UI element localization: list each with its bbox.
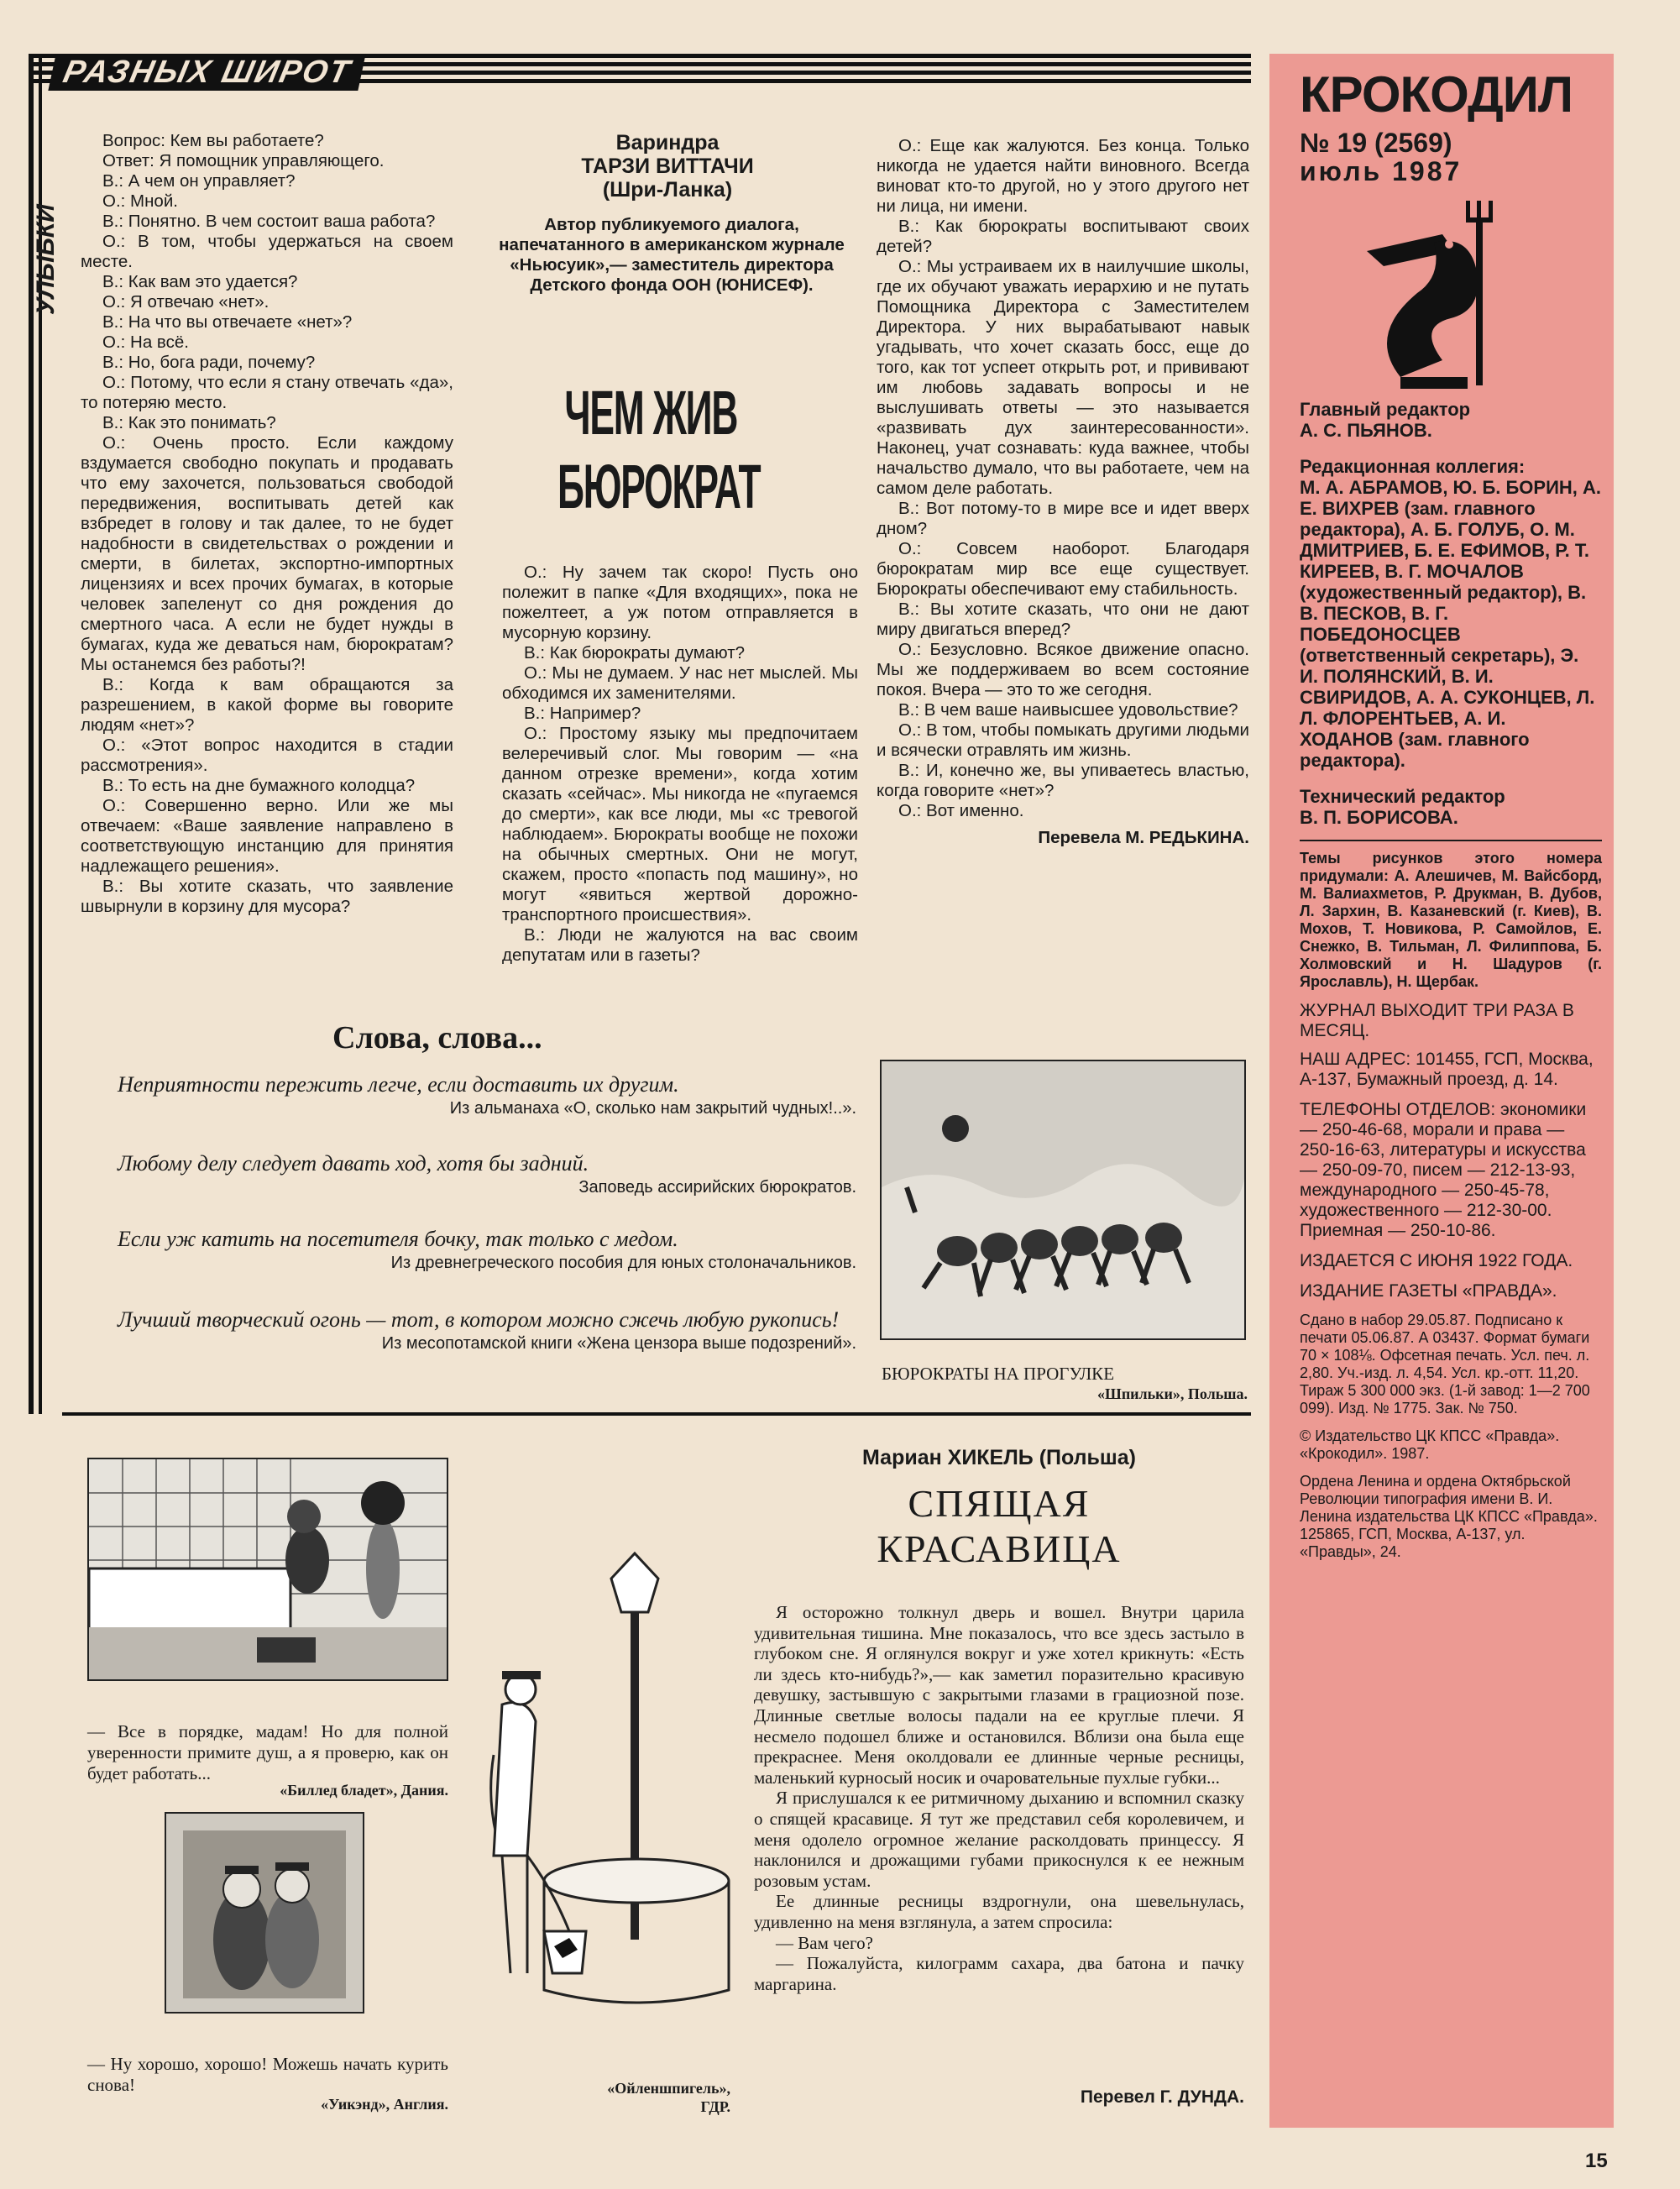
- cartoon-1-caption: — Все в порядке, мадам! Но для полной уверенности примите душ, а я проверю, как он будет работать...: [87, 1721, 448, 1783]
- story-title: [756, 1481, 1243, 1572]
- quote-text: Любому делу следует давать ход, хотя бы задний.: [118, 1151, 589, 1176]
- cartoon-3-source-line-2: ГДР.: [700, 2098, 730, 2115]
- founded-note: ИЗДАЕТСЯ С ИЮНЯ 1922 ГОДА.: [1300, 1251, 1573, 1270]
- story-translator: Перевел Г. ДУНДА.: [1080, 2087, 1244, 2107]
- dialogue-line: В.: Как бюрократы думают?: [524, 643, 746, 662]
- dialogue-line: О.: В том, чтобы удержаться на своем месте.: [81, 232, 453, 271]
- quote-source: Из древнегреческого пособия для юных столоначальников.: [390, 1254, 856, 1272]
- quote-source: Из месопотамской книги «Жена цензора выше подозрений».: [381, 1334, 856, 1353]
- cartoon-drawing: [89, 1459, 447, 1679]
- author-first-name: Вариндра: [615, 131, 720, 154]
- dialogue-line: В.: То есть на дне бумажного колодца?: [102, 776, 416, 795]
- copyright-note: © Издательство ЦК КПСС «Правда». «Крокодил». 1987.: [1300, 1427, 1560, 1462]
- editor-name: А. С. ПЬЯНОВ.: [1300, 420, 1432, 441]
- section-divider: [62, 1412, 1251, 1416]
- publisher-note: ИЗДАНИЕ ГАЗЕТЫ «ПРАВДА».: [1300, 1281, 1557, 1301]
- dialogue-line: О.: Мной.: [102, 191, 178, 211]
- editor-label: Главный редактор: [1300, 399, 1471, 420]
- side-label: [3, 101, 60, 319]
- headline-line-1: ЧЕМ ЖИВ: [564, 378, 738, 448]
- section-title: РАЗНЫХ ШИРОТ: [48, 54, 366, 91]
- dialogue-line: О.: Совершенно верно. Или же мы отвечаем: «Ваше заявление направлено в соответствующую инстанцию для принятия надлежащего решения».: [81, 796, 453, 876]
- crocodile-logo: [1350, 201, 1543, 394]
- quote-text: Если уж катить на посетителя бочку, так только с медом.: [118, 1227, 678, 1251]
- dialogue-line: О.: Еще как жалуются. Без конца. Только никогда не удается найти виновного. Всегда виноват кто-то другой, но у этого другого нет ни лица, ни имени.: [877, 136, 1249, 216]
- board-label: Редакционная коллегия:: [1300, 456, 1526, 477]
- quote-text: Неприятности пережить легче, если доставить их другим.: [118, 1072, 679, 1097]
- magazine-name: КРОКОДИЛ: [1300, 66, 1573, 123]
- story-paragraph: — Вам чего?: [776, 1932, 873, 1953]
- phones-block: ТЕЛЕФОНЫ ОТДЕЛОВ: экономики — 250-46-68, морали и права — 250-16-63, литературы и искусства — 250-09-70, писем — 212-13-93, международного — 250-45-78, художественного — 212-30-00. Приемная — 250-10-86.: [1300, 1100, 1587, 1240]
- dialogue-line: О.: Ну зачем так скоро! Пусть оно полежит в папке «Для входящих», пока не пожелтеет, а уж потом отправляется в мусорную корзину.: [502, 563, 858, 642]
- dialogue-line: О.: Вот именно.: [898, 801, 1024, 820]
- story-paragraph: Ее длинные ресницы вздрогнули, она шевельнулась, удивленно на меня взглянула, а затем спросила:: [754, 1891, 1244, 1932]
- cartoon-source: «Шпильки», Польша.: [1097, 1385, 1248, 1402]
- quotes-block: [118, 1073, 856, 1354]
- story-author: Мариан ХИКЕЛЬ (Польша): [862, 1446, 1136, 1469]
- dialogue-line: О.: Безусловно. Всякое движение опасно. Мы же поддерживаем во всем состояние покоя. Вчера — это то же сегодня.: [877, 640, 1249, 699]
- dialogue-line: В.: В чем ваше наивысшее удовольствие?: [898, 700, 1238, 720]
- dialogue-line: О.: «Этот вопрос находится в стадии рассмотрения».: [81, 736, 453, 775]
- cartoon-1-source: «Биллед бладет», Дания.: [280, 1782, 448, 1799]
- board-block: [1300, 456, 1602, 771]
- quote-source: Из альманаха «О, сколько нам закрытий чудных!..».: [449, 1099, 856, 1118]
- tech-editor-name: В. П. БОРИСОВА.: [1300, 807, 1458, 828]
- dialogue-line: О.: Очень просто. Если каждому вздумается свободно покупать и продавать что ему захочется, пользоваться свободой передвижения, воспитывать детей как взбредет в голову и так далее, то не будет надобности в свидетельствах о рождении и смерти, в билетах, экспортно-импортных лицензиях и всех прочих бумагах, в которые человек запеленут со дня рождения до смертного часа. А если не будет нужды в бумагах, куда же деваться нам, бюрократам? Мы останемся без работы?!: [81, 433, 453, 674]
- story-title-line-1: СПЯЩАЯ: [908, 1482, 1091, 1525]
- crocodile-icon: [1350, 201, 1543, 394]
- dialogue-line: В.: Понятно. В чем состоит ваша работа?: [102, 212, 436, 231]
- cartoon-3-source: [554, 2079, 730, 2116]
- issue-number: № 19 (2569): [1300, 128, 1452, 158]
- frequency-note: ЖУРНАЛ ВЫХОДИТ ТРИ РАЗА В МЕСЯЦ.: [1300, 1001, 1574, 1040]
- cartoon-drawing: [882, 1061, 1244, 1338]
- story-paragraph: Я прислушался к ее ритмичному дыханию и вспомнил сказку о спящей красавице. Я тут же представил себя королевичем, и меня одолело огромное желание расколдовать принцессу. Я наклонился и дрожащими губами прикоснулся к ее нежным розовым устам.: [754, 1788, 1244, 1891]
- dialogue-line: В.: Как это понимать?: [102, 413, 276, 432]
- dialogue-line: В.: Как бюрократы воспитывают своих детей?: [877, 217, 1249, 256]
- dialogue-line: В.: Как вам это удается?: [102, 272, 298, 291]
- story-title-line-2: КРАСАВИЦА: [877, 1527, 1122, 1570]
- themes-credits: Темы рисунков этого номера придумали: А. Алешичев, М. Вайсборд, М. Валиахметов, Р. Друкман, В. Дубов, Л. Зархин, В. Казаневский (г. Киев), В. Мохов, Т. Новикова, Р. Самойлов, Е. Снежко, В. Тильман, Л. Филиппова, Б. Холмовский и Н. Шадуров (г. Ярославль), Н. Щербак.: [1300, 850, 1602, 990]
- dialogue-line: В.: Но, бога ради, почему?: [102, 353, 316, 372]
- translator-credit: Перевела М. РЕДЬКИНА.: [1038, 828, 1249, 847]
- author-block: [470, 131, 865, 202]
- board-members: М. А. АБРАМОВ, Ю. Б. БОРИН, А. Е. ВИХРЕВ (зам. главного редактора), А. Б. ГОЛУБ, О. М. ДМИТРИЕВ, Б. Е. ЕФИМОВ, Р. Т. КИРЕЕВ, В. Г. МОЧАЛОВ (художественный редактор), В. В. ПЕСКОВ, В. Г. ПОБЕДОНОСЦЕВ (ответственный секретарь), Э. И. ПОЛЯНСКИЙ, В. И. СВИРИДОВ, А. А. СУКОНЦЕВ, Л. Л. ФЛОРЕНТЬЕВ, А. И. ХОДАНОВ (зам. главного редактора).: [1300, 477, 1602, 771]
- story-body: [754, 1602, 1244, 1994]
- dialogue-line: О.: В том, чтобы помыкать другими людьми и всячески отравлять им жизнь.: [877, 720, 1249, 760]
- tech-editor-label: Технический редактор: [1300, 786, 1505, 807]
- dialogue-line: В.: Вот потому-то в мире все и идет вверх дном?: [877, 499, 1249, 538]
- editor-block: [1300, 399, 1602, 441]
- side-label-text: УЛЫБКИ: [32, 204, 60, 315]
- quote-text: Лучший творческий огонь — тот, в котором можно сжечь любую рукопись!: [118, 1307, 840, 1332]
- cartoon-street-lamp: [477, 1537, 741, 2015]
- issue-date: июль 1987: [1300, 156, 1463, 186]
- dialogue-line: О.: Мы устраиваем их в наилучшие школы, где их обучают уважать иерархию и не путать Помощника Директора с Заместителем Директора. У них вырабатывают навык угадывать, что хочет сказать босс, еще до того, как тот успеет открыть рот, и прививают им любовь задавать вопросы и не выслушивать ответы — это называется «развивать дух заинтересованности». Наконец, учат сознавать: куда важнее, чтобы начальство думало, что вы работаете, чем на самом деле работать.: [877, 257, 1249, 498]
- dialogue-line: В.: Люди не жалуются на вас своим депутатам или в газеты?: [502, 925, 858, 965]
- story-paragraph: — Пожалуйста, килограмм сахара, два батона и пачку маргарина.: [754, 1953, 1244, 1994]
- dialogue-line: О.: Совсем наоборот. Благодаря бюрократам мир все еще существует. Бюрократы обеспечивают ему стабильность.: [877, 539, 1249, 599]
- tech-editor-block: [1300, 786, 1602, 828]
- dialogue-column-3: [877, 136, 1249, 848]
- dialogue-line: О.: На всё.: [102, 333, 189, 352]
- dialogue-line: О.: Простому языку мы предпочитаем велеречивый слог. Мы говорим — «на данном отрезке времени», когда хотим сказать «сейчас». Мы никогда не «пугаемся до смерти», как все люди, мы «с тревогой наблюдаем». Бюрократы вообще не похожи на обычных смертных. Они не могут, скажем, просто «попасть под машину», но могут «явиться жертвой дорожно-транспортного происшествия».: [502, 724, 858, 924]
- dialogue-line: В.: На что вы отвечаете «нет»?: [102, 312, 353, 332]
- cartoon-3-source-line-1: «Ойленшпигель»,: [607, 2080, 730, 2097]
- quote-source: Заповедь ассирийских бюрократов.: [578, 1178, 856, 1197]
- printer-note: Ордена Ленина и ордена Октябрьской Революции типография имени В. И. Ленина издательства ЦК КПСС «Правда». 125865, ГСП, Москва, А-137, ул. «Правды», 24.: [1300, 1473, 1598, 1560]
- story-paragraph: Я осторожно толкнул дверь и вошел. Внутри царила удивительная тишина. Мне показалось, что все здесь застыло в глубоком сне. Я оглянулся вокруг и уже хотел крикнуть: «Есть ли здесь кто-нибудь?»,— как заметил поразительно красивую девушку, застывшую с закрытыми глазами в грациозной позе. Длинные светлые волосы падали на ее круглые плечи. Я несмело подошел ближе и остановился. Вблизи она была еще прекраснее. Меня околдовали ее длинные черные ресницы, маленький курносый носик и очаровательные пухлые губки...: [754, 1602, 1244, 1788]
- dialogue-line: Ответ: Я помощник управляющего.: [102, 151, 385, 170]
- cartoon-2-source: «Уикэнд», Англия.: [321, 2096, 448, 2113]
- author-intro: Автор публикуемого диалога, напечатанного в американском журнале «Ньюсуик»,— заместитель директора Детского фонда ООН (ЮНИСЕФ).: [499, 215, 845, 295]
- cartoon-drawing: [477, 1537, 741, 2015]
- dialogue-line: В.: Например?: [524, 704, 641, 723]
- headline: [557, 376, 759, 524]
- dialogue-line: О.: Потому, что если я стану отвечать «да», то потеряю место.: [81, 373, 453, 412]
- headline-line-2: БЮРОКРАТ: [557, 452, 761, 521]
- cartoon-drawing: [166, 1814, 363, 2012]
- cartoon-caption: БЮРОКРАТЫ НА ПРОГУЛКЕ: [882, 1364, 1115, 1384]
- author-name: ТАРЗИ ВИТТАЧИ: [581, 154, 754, 178]
- dialogue-line: В.: Вы хотите сказать, что они не дают миру двигаться вперед?: [877, 600, 1249, 639]
- dialogue-line: В.: Вы хотите сказать, что заявление швырнули в корзину для мусора?: [81, 877, 453, 916]
- dialogue-column-2: [502, 563, 858, 966]
- dialogue-line: В.: А чем он управляет?: [102, 171, 296, 191]
- dialogue-column-1: [81, 131, 453, 917]
- dialogue-line: В.: Когда к вам обращаются за разрешением, в какой форме вы говорите людям «нет»?: [81, 675, 453, 735]
- dialogue-line: В.: И, конечно же, вы упиваетесь властью, когда говорите «нет»?: [877, 761, 1249, 800]
- cartoon-2-caption: — Ну хорошо, хорошо! Можешь начать курить снова!: [87, 2054, 448, 2095]
- address-block: НАШ АДРЕС: 101455, ГСП, Москва, А-137, Бумажный проезд, д. 14.: [1300, 1050, 1594, 1089]
- dialogue-line: О.: Мы не думаем. У нас нет мыслей. Мы обходимся их заменителями.: [502, 663, 858, 703]
- author-country: (Шри-Ланка): [602, 178, 733, 202]
- cartoon-bureaucrats-walk: [880, 1060, 1246, 1340]
- cartoon-smokers: [165, 1812, 364, 2014]
- masthead-sidebar: [1269, 54, 1614, 2128]
- print-details: Сдано в набор 29.05.87. Подписано к печати 05.06.87. А 03437. Формат бумаги 70 × 108⅛. Офсетная печать. Усл. печ. л. 2,80. Уч.-изд. л. 4,54. Усл. кр.-отт. 11,20. Тираж 5 300 000 экз. (1-й завод: 1—2 700 099). Изд. № 1775. Зак. № 750.: [1300, 1312, 1590, 1417]
- page-number: 15: [1585, 2150, 1608, 2172]
- sidebar-divider: [1300, 840, 1602, 841]
- cartoon-bathroom: [87, 1458, 448, 1681]
- dialogue-line: Вопрос: Кем вы работаете?: [102, 131, 324, 150]
- words-title: Слова, слова...: [332, 1020, 542, 1055]
- dialogue-line: О.: Я отвечаю «нет».: [102, 292, 270, 312]
